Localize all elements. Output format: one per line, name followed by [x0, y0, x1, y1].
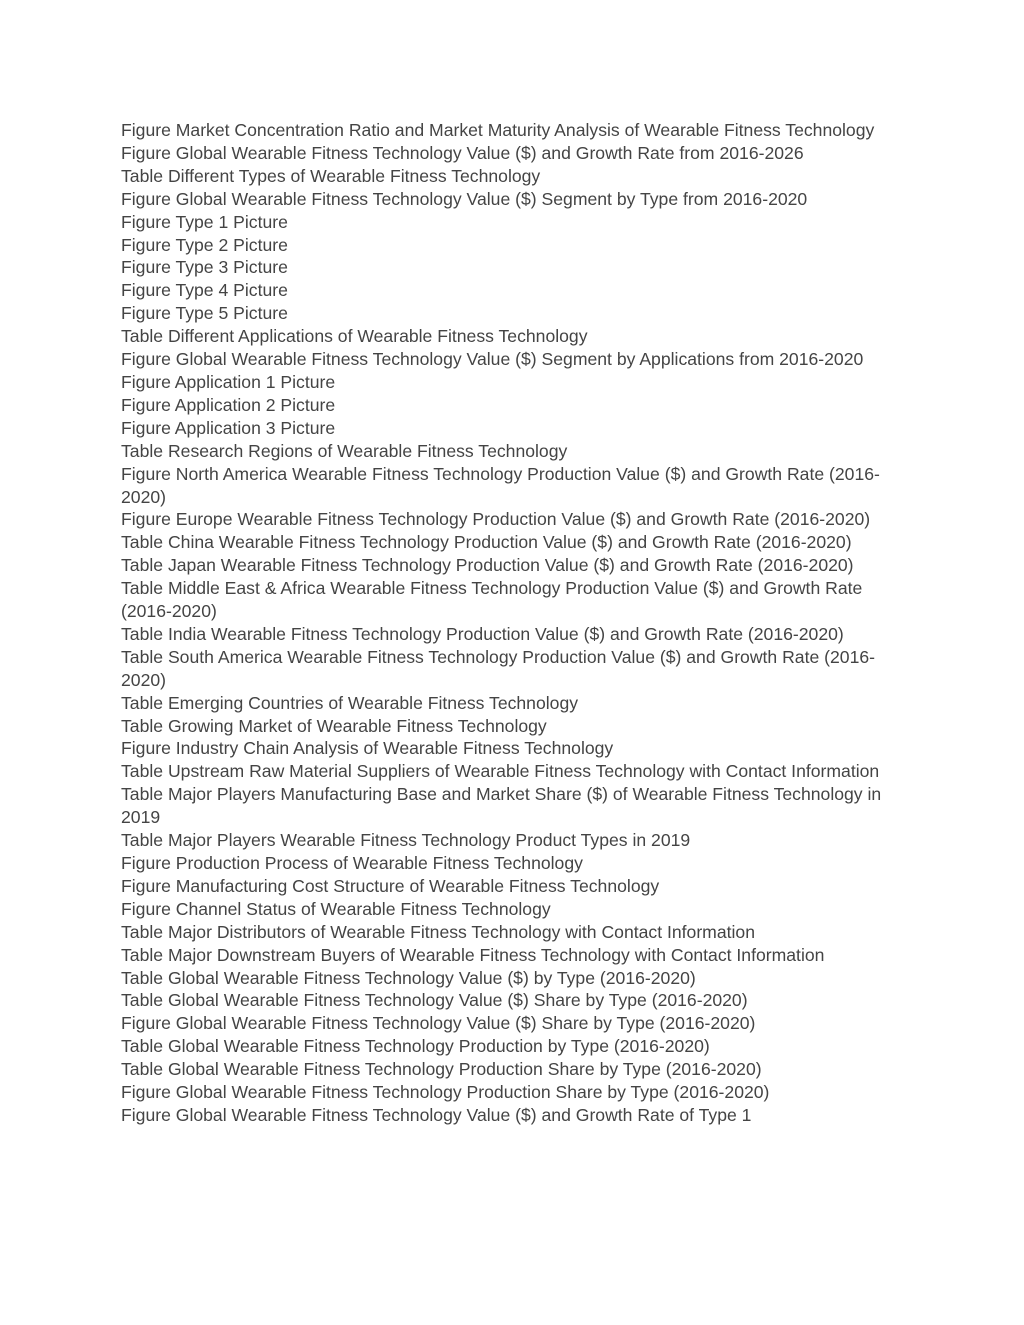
list-item: Figure Global Wearable Fitness Technology Value ($) and Growth Rate of Type 1: [121, 1104, 752, 1125]
list-item: Table Research Regions of Wearable Fitness Technology: [121, 440, 568, 461]
list-item: Figure Global Wearable Fitness Technology Value ($) Segment by Type from 2016-2020: [121, 188, 808, 209]
list-item: Table Major Players Manufacturing Base and Market Share ($) of Wearable Fitness Technology in 2019: [121, 784, 882, 828]
list-item: Figure Market Concentration Ratio and Market Maturity Analysis of Wearable Fitness Technology: [121, 120, 875, 140]
list-item: Figure Global Wearable Fitness Technology Value ($) Segment by Applications from 2016-2020: [121, 349, 864, 370]
list-item: Figure Manufacturing Cost Structure of Wearable Fitness Technology: [121, 875, 660, 896]
list-item: Table Major Players Wearable Fitness Technology Product Types in 2019: [121, 830, 691, 851]
list-item: Table Japan Wearable Fitness Technology Production Value ($) and Growth Rate (2016-2020): [121, 555, 854, 576]
list-item: Table Global Wearable Fitness Technology Value ($) Share by Type (2016-2020): [121, 990, 748, 1011]
list-item: Figure Industry Chain Analysis of Wearable Fitness Technology: [121, 738, 614, 759]
list-item: Figure Production Process of Wearable Fitness Technology: [121, 853, 583, 873]
list-item: Table Global Wearable Fitness Technology Production Share by Type (2016-2020): [121, 1059, 762, 1080]
list-item: Figure Type 5 Picture: [121, 303, 288, 324]
list-item: Table Global Wearable Fitness Technology Production by Type (2016-2020): [121, 1036, 710, 1057]
list-item: Table Different Applications of Wearable Fitness Technology: [121, 326, 588, 347]
list-item: Figure Channel Status of Wearable Fitness Technology: [121, 898, 551, 919]
list-item: Table Different Types of Wearable Fitness Technology: [121, 165, 541, 186]
list-item: Figure Global Wearable Fitness Technology Value ($) Share by Type (2016-2020): [121, 1013, 756, 1034]
list-item: Table Middle East & Africa Wearable Fitness Technology Production Value ($) and Growth Rate (2016-2020): [121, 578, 863, 622]
list-item: Table India Wearable Fitness Technology Production Value ($) and Growth Rate (2016-2020): [121, 623, 844, 644]
list-item: Table Growing Market of Wearable Fitness Technology: [121, 715, 547, 736]
list-item: Figure Global Wearable Fitness Technology Value ($) and Growth Rate from 2016-2026: [121, 142, 804, 163]
list-item: Table Global Wearable Fitness Technology Value ($) by Type (2016-2020): [121, 967, 696, 988]
list-item: Table Upstream Raw Material Suppliers of Wearable Fitness Technology with Contact Information: [121, 761, 880, 782]
list-item: Table China Wearable Fitness Technology Production Value ($) and Growth Rate (2016-2020): [121, 532, 852, 553]
list-item: Table Emerging Countries of Wearable Fitness Technology: [121, 692, 579, 713]
list-item: Figure Type 3 Picture: [121, 257, 288, 278]
list-item: Figure Application 3 Picture: [121, 417, 336, 438]
list-item: Table Major Distributors of Wearable Fitness Technology with Contact Information: [121, 921, 755, 942]
list-item: Figure North America Wearable Fitness Technology Production Value ($) and Growth Rate (2016-2020): [121, 463, 880, 507]
list-item: Figure Application 1 Picture: [121, 371, 336, 392]
list-item: Table South America Wearable Fitness Technology Production Value ($) and Growth Rate (2016-2020): [121, 646, 876, 690]
list-item: Figure Application 2 Picture: [121, 394, 336, 415]
list-item: Figure Type 2 Picture: [121, 234, 288, 255]
list-item: Figure Global Wearable Fitness Technology Production Share by Type (2016-2020): [121, 1082, 770, 1103]
list-item: Figure Type 4 Picture: [121, 280, 288, 301]
list-item: Figure Europe Wearable Fitness Technology Production Value ($) and Growth Rate (2016-2020): [121, 509, 871, 530]
list-item: Figure Type 1 Picture: [121, 211, 288, 232]
list-item: Table Major Downstream Buyers of Wearable Fitness Technology with Contact Information: [121, 944, 825, 965]
figure-table-list: [121, 119, 911, 1127]
